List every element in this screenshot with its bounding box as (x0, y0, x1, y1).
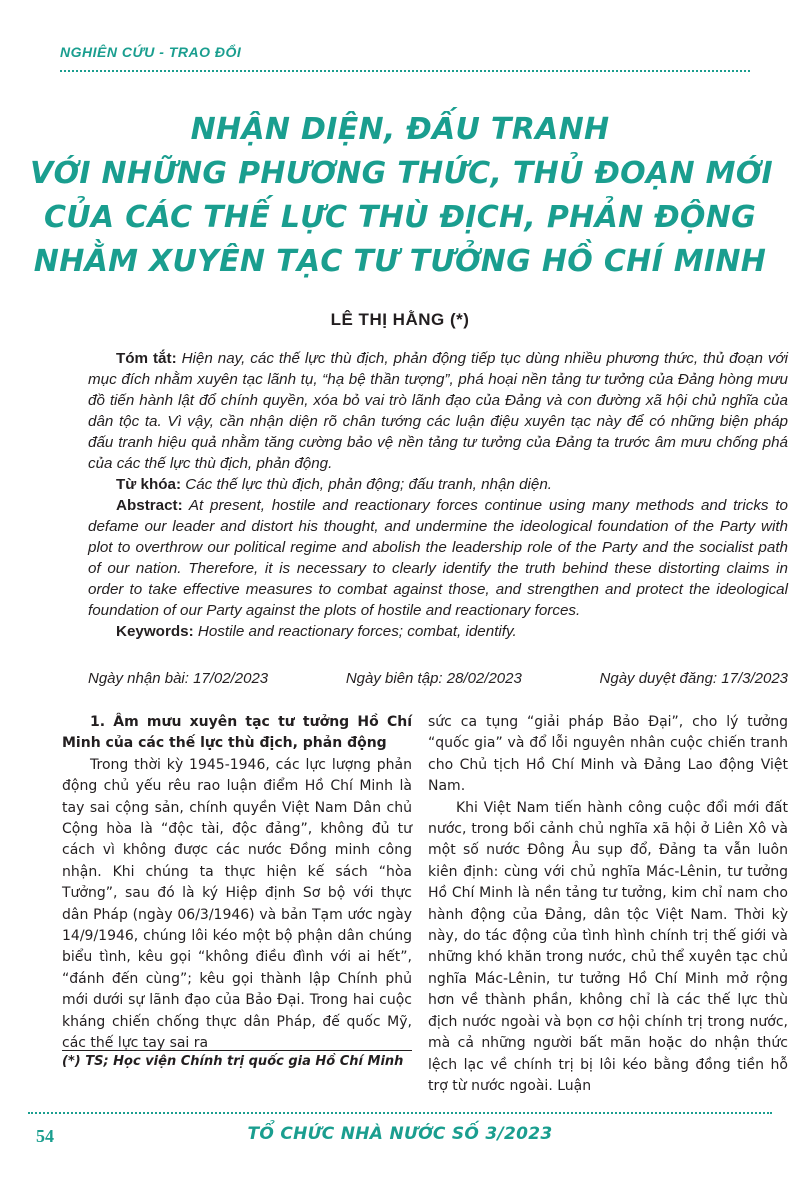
page-number: 54 (36, 1126, 54, 1146)
footer-rule (28, 1112, 772, 1114)
keywords-en-paragraph (88, 621, 788, 642)
title-line: NHẰM XUYÊN TẠC TƯ TƯỞNG HỒ CHÍ MINH (33, 244, 767, 279)
header-rule (60, 70, 750, 72)
summary-text: Hiện nay, các thế lực thù địch, phản động tiếp tục dùng nhiều phương thức, thủ đoạn với mục đích nhằm xuyên tạc lãnh tụ, “hạ bệ thần tượng”, phá hoại nền tảng tư tưởng của Đảng hòng mưu đồ tiến hành lật đổ chính quyền, xóa bỏ vai trò lãnh đạo của Đảng và con đường xã hội chủ nghĩa của dân tộc ta. Vì vậy, cần nhận diện rõ chân tướng các luận điệu xuyên tạc này để có những biện pháp đấu tranh hiệu quả nhằm tăng cường bảo vệ nền tảng tư tưởng của Đảng ta trước âm mưu chống phá của các thế lực thù địch, phản động. (88, 350, 788, 472)
body-column-left (62, 712, 412, 1055)
date-received: Ngày nhận bài: 17/02/2023 (88, 670, 269, 687)
title-line: VỚI NHỮNG PHƯƠNG THỨC, THỦ ĐOẠN MỚI (30, 156, 774, 191)
abstract-en-text: At present, hostile and reactionary forces continue using many methods and tricks to defame our leader and distort his thought, and undermine the ideological foundation of the Party with plot to overthrow our political regime and abolish the leadership role of the Party and the socialist path of our nation. Therefore, it is necessary to clearly identify the truth behind these distorting claims in order to take effective measures to combat against those, and strengthen and protect the ideological foundation of our Party against the plots of hostile and reactionary forces. (88, 497, 788, 619)
summary-paragraph (88, 348, 788, 474)
keywords-vi-text: Các thế lực thù địch, phản động; đấu tranh, nhận diện. (185, 476, 553, 493)
author-name: LÊ THỊ HẰNG (*) (330, 310, 470, 329)
article-title (30, 108, 774, 284)
body-paragraph: sức ca tụng “giải pháp Bảo Đại”, cho lý tưởng “quốc gia” và đổ lỗi nguyên nhân cuộc chiến tranh cho Chủ tịch Hồ Chí Minh và Đảng Lao động Việt Nam. (428, 714, 788, 795)
body-column-right (428, 712, 788, 1097)
keywords-vi-paragraph (88, 474, 788, 495)
body-paragraph: Trong thời kỳ 1945-1946, các lực lượng phản động chủ yếu rêu rao luận điểm Hồ Chí Minh là tay sai cộng sản, chính quyền Việt Nam Dân chủ Cộng hòa là “độc tài, độc đảng”, không đủ tư cách vì không được các nước Đồng minh công nhận. Khi chúng ta thực hiện kế sách “hòa Tưởng”, sau đó là ký Hiệp định Sơ bộ với thực dân Pháp (ngày 06/3/1946) và bản Tạm ước ngày 14/9/1946, chúng lôi kéo một bộ phận dân chúng biểu tình, kêu gọi “không điều đình với ai hết”, “đánh đến cùng”; kêu gọi thành lập Chính phủ mới dưới sự lãnh đạo của Bảo Đại. Trong hai cuộc kháng chiến chống thực dân Pháp, đế quốc Mỹ, các thế lực tay sai ra (62, 756, 412, 1052)
summary-label: Tóm tắt: (116, 350, 177, 367)
body-paragraph: Khi Việt Nam tiến hành công cuộc đổi mới đất nước, trong bối cảnh chủ nghĩa xã hội ở Liên Xô và một số nước Đông Âu sụp đổ, Đảng ta vẫn luôn kiên định: cùng với chủ nghĩa Mác-Lênin, tư tưởng Hồ Chí Minh là nền tảng tư tưởng, kim chỉ nam cho hành động của Đảng, dân tộc Việt Nam. Thời kỳ này, do tác động của tình hình chính trị thế giới và những khó khăn trong nước, chủ thể xuyên tạc chủ nghĩa Mác-Lênin, tư tưởng Hồ Chí Minh mở rộng hơn về thành phần, không chỉ là các thế lực thù địch nước ngoài và bọn cơ hội chính trị trong nước, mà cả những người bất mãn hoặc do nhận thức lệch lạc về chính trị bị lôi kéo bằng đồng tiền hỗ trợ từ nước ngoài. Luận (428, 799, 788, 1094)
title-line: CỦA CÁC THẾ LỰC THÙ ĐỊCH, PHẢN ĐỘNG (43, 200, 757, 235)
keywords-vi-label: Từ khóa: (116, 476, 181, 493)
author-footnote: (*) TS; Học viện Chính trị quốc gia Hồ Chí Minh (62, 1054, 404, 1069)
footnote-rule (62, 1050, 412, 1051)
abstract-en-paragraph (88, 495, 788, 621)
article-dates (88, 670, 788, 687)
keywords-en-text: Hostile and reactionary forces; combat, identify. (197, 623, 517, 640)
journal-issue: TỔ CHỨC NHÀ NƯỚC SỐ 3/2023 (247, 1124, 553, 1144)
keywords-en-label: Keywords: (116, 623, 194, 640)
date-approved: Ngày duyệt đăng: 17/3/2023 (599, 670, 788, 687)
title-line: NHẬN DIỆN, ĐẤU TRANH (190, 112, 610, 147)
abstract-en-label: Abstract: (116, 497, 183, 514)
section-heading: 1. Âm mưu xuyên tạc tư tưởng Hồ Chí Minh của các thế lực thù địch, phản động (62, 714, 412, 752)
section-tag: NGHIÊN CỨU - TRAO ĐỔI (60, 44, 242, 60)
date-edited: Ngày biên tập: 28/02/2023 (345, 670, 522, 687)
abstract-block (88, 348, 788, 642)
